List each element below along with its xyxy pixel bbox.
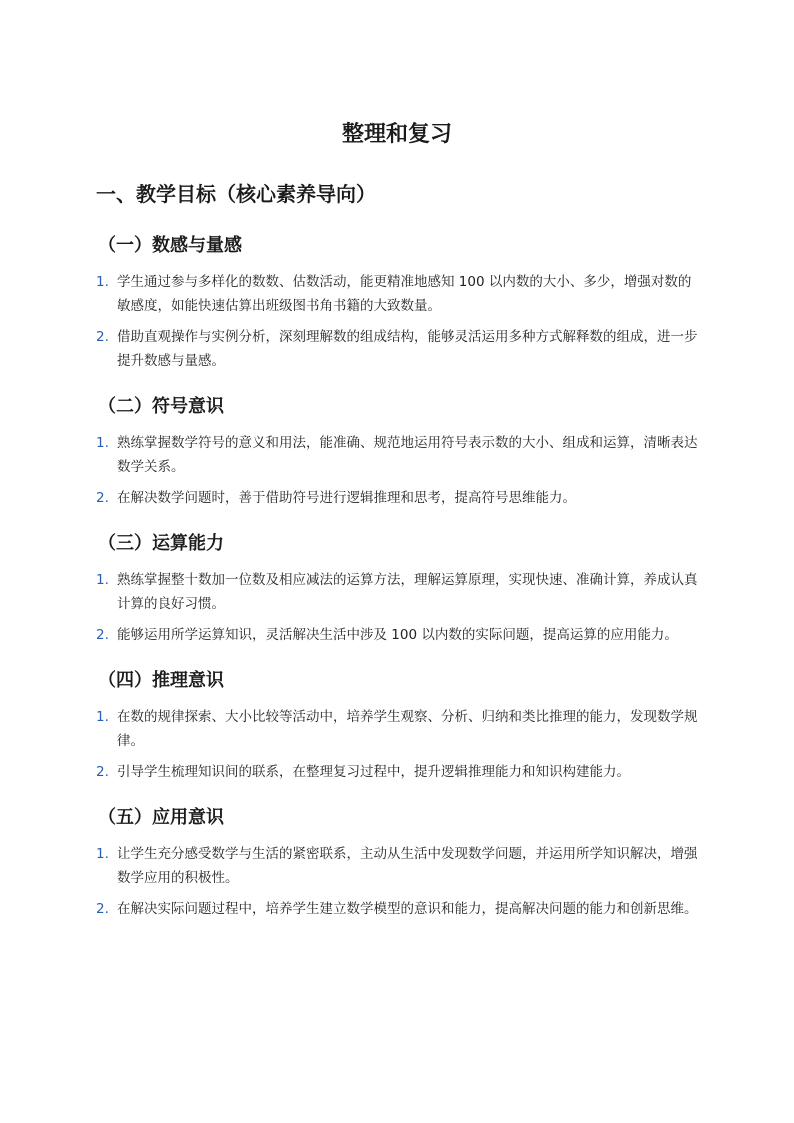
list-item-text: 学生通过参与多样化的数数、估数活动，能更精准地感知 100 以内数的大小、多少，增强对数的敏感度，如能快速估算出班级图书角书籍的大致数量。 [117, 274, 692, 314]
list-item-text: 借助直观操作与实例分析，深刻理解数的组成结构，能够灵活运用多种方式解释数的组成，进一步提升数感与量感。 [117, 329, 698, 369]
ordered-list [96, 431, 700, 510]
list-item-number: 2. [96, 764, 109, 780]
subsection-heading: （一）数感与量感 [98, 235, 242, 256]
list-item-number: 1. [96, 435, 109, 451]
list-item [96, 431, 700, 479]
list-item-text: 熟练掌握数学符号的意义和用法，能准确、规范地运用符号表示数的大小、组成和运算，清晰表达数学关系。 [117, 435, 698, 475]
list-item [96, 623, 700, 647]
list-item-text: 能够运用所学运算知识，灵活解决生活中涉及 100 以内数的实际问题，提高运算的应用能力。 [117, 627, 678, 643]
list-item-text: 在解决实际问题过程中，培养学生建立数学模型的意识和能力，提高解决问题的能力和创新思维。 [117, 901, 698, 917]
list-item [96, 325, 700, 373]
list-item-number: 1. [96, 274, 109, 290]
section-heading-teaching-goals: 一、教学目标（核心素养导向） [96, 182, 376, 206]
section-application-awareness [96, 804, 700, 921]
list-item-text: 在数的规律探索、大小比较等活动中，培养学生观察、分析、归纳和类比推理的能力，发现数学规律。 [117, 709, 698, 749]
list-item [96, 486, 700, 510]
subsection-heading: （三）运算能力 [98, 533, 224, 554]
ordered-list [96, 568, 700, 647]
list-item-number: 2. [96, 627, 109, 643]
list-item [96, 568, 700, 616]
section-operation-ability [96, 530, 700, 647]
section-number-sense [96, 232, 700, 373]
ordered-list [96, 705, 700, 784]
list-item-number: 1. [96, 709, 109, 725]
list-item [96, 705, 700, 753]
list-item [96, 760, 700, 784]
list-item [96, 842, 700, 890]
section-symbol-awareness [96, 393, 700, 510]
list-item-number: 2. [96, 329, 109, 345]
list-item-number: 1. [96, 572, 109, 588]
list-item-text: 引导学生梳理知识间的联系，在整理复习过程中，提升逻辑推理能力和知识构建能力。 [117, 764, 630, 780]
subsection-heading: （二）符号意识 [98, 396, 224, 417]
document-content [96, 232, 700, 941]
list-item-number: 2. [96, 490, 109, 506]
ordered-list [96, 842, 700, 921]
list-item [96, 897, 700, 921]
list-item-number: 2. [96, 901, 109, 917]
list-item-text: 让学生充分感受数学与生活的紧密联系，主动从生活中发现数学问题，并运用所学知识解决，增强数学应用的积极性。 [117, 846, 698, 886]
list-item-text: 熟练掌握整十数加一位数及相应减法的运算方法，理解运算原理，实现快速、准确计算，养成认真计算的良好习惯。 [117, 572, 698, 612]
ordered-list [96, 270, 700, 373]
section-reasoning-awareness [96, 667, 700, 784]
document-title: 整理和复习 [341, 122, 452, 147]
list-item [96, 270, 700, 318]
list-item-number: 1. [96, 846, 109, 862]
subsection-heading: （四）推理意识 [98, 670, 224, 691]
list-item-text: 在解决数学问题时，善于借助符号进行逻辑推理和思考，提高符号思维能力。 [117, 490, 576, 506]
subsection-heading: （五）应用意识 [98, 807, 224, 828]
